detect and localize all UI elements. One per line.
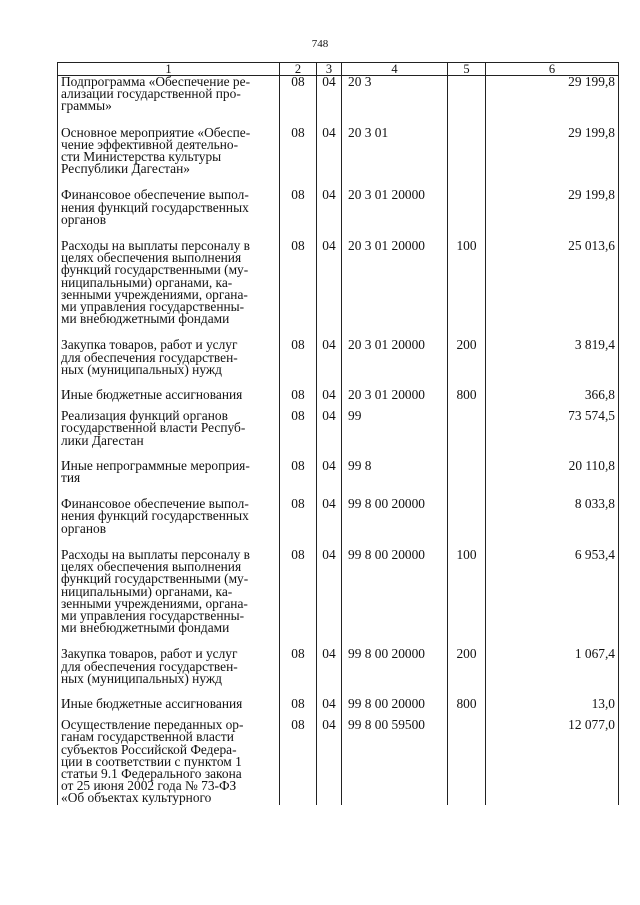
row-name-line: для обеспечения государствен-: [61, 658, 238, 674]
row-section: 08: [280, 339, 317, 376]
row-subsection: 04: [317, 389, 342, 401]
row-name-line: Республики Дагестан»: [61, 161, 190, 177]
row-subsection: 04: [317, 410, 342, 447]
row-subsection: 04: [317, 498, 342, 535]
row-name-line: Основное мероприятие «Обеспе-: [61, 124, 251, 140]
row-name-line: ниципальными) органами, ка-: [61, 583, 233, 599]
table-row: [58, 189, 619, 226]
row-name-line: «Об объектах культурного: [61, 790, 212, 806]
row-target-article: 99 8: [342, 460, 448, 484]
row-name-line: Иные бюджетные ассигнования: [61, 695, 243, 711]
row-name-line: тия: [61, 470, 81, 486]
row-amount: 6 953,4: [486, 549, 619, 634]
row-expense-type: 200: [448, 648, 486, 685]
table-row: [58, 389, 619, 401]
row-target-article: 20 3 01 20000: [342, 189, 448, 226]
table-row: [58, 648, 619, 685]
row-name-line: для обеспечения государствен-: [61, 349, 238, 365]
row-target-article: 20 3 01 20000: [342, 240, 448, 325]
row-target-article: 99: [342, 410, 448, 447]
row-name-line: нения функций государственных: [61, 508, 249, 524]
table-row: [58, 240, 619, 325]
column-header-3: 3: [317, 63, 342, 76]
row-name-line: ми управления государственны-: [61, 299, 245, 315]
row-name-line: Закупка товаров, работ и услуг: [61, 337, 238, 353]
row-expense-type: [448, 127, 486, 176]
row-name: [58, 457, 280, 486]
row-amount: 3 819,4: [486, 339, 619, 376]
column-header-1: 1: [58, 63, 280, 76]
row-subsection: 04: [317, 240, 342, 325]
spacer-cell: [448, 447, 486, 460]
spacer-cell: [448, 175, 486, 189]
row-section: 08: [280, 549, 317, 634]
column-header-5: 5: [448, 63, 486, 76]
row-amount: 25 013,6: [486, 240, 619, 325]
row-target-article: 99 8 00 20000: [342, 698, 448, 710]
row-name: [58, 498, 280, 535]
row-expense-type: [448, 76, 486, 113]
row-name: [58, 240, 280, 325]
table-row: [58, 460, 619, 484]
row-name-line: органов: [61, 211, 107, 227]
spacer-cell: [448, 484, 486, 498]
row-section: 08: [280, 498, 317, 535]
row-section: 08: [280, 719, 317, 804]
row-name-line: сти Министерства культуры: [61, 149, 222, 165]
row-amount: 366,8: [486, 389, 619, 401]
row-name: [58, 410, 280, 447]
spacer-cell: [448, 710, 486, 719]
row-name-line: субъектов Российской Федера-: [61, 741, 237, 757]
row-expense-type: [448, 719, 486, 804]
row-expense-type: 800: [448, 389, 486, 401]
row-name-line: зенными учреждениями, органа-: [61, 595, 248, 611]
row-subsection: 04: [317, 719, 342, 804]
row-name-line: Осуществление переданных ор-: [61, 717, 244, 733]
row-amount: 73 574,5: [486, 410, 619, 447]
row-name-line: граммы»: [61, 98, 112, 114]
row-section: 08: [280, 76, 317, 113]
row-name-line: Расходы на выплаты персоналу в: [61, 238, 250, 254]
row-section: 08: [280, 189, 317, 226]
row-target-article: 99 8 00 20000: [342, 648, 448, 685]
row-section: 08: [280, 240, 317, 325]
row-amount: 29 199,8: [486, 189, 619, 226]
spacer-cell: [448, 113, 486, 127]
row-target-article: 20 3: [342, 76, 448, 113]
row-target-article: 20 3 01 20000: [342, 389, 448, 401]
row-amount: 12 077,0: [486, 719, 619, 804]
table-row: [58, 339, 619, 376]
row-section: 08: [280, 648, 317, 685]
row-subsection: 04: [317, 339, 342, 376]
row-amount: 29 199,8: [486, 127, 619, 176]
row-name-line: Реализация функций органов: [61, 408, 228, 424]
row-subsection: 04: [317, 189, 342, 226]
row-subsection: 04: [317, 127, 342, 176]
row-section: 08: [280, 410, 317, 447]
budget-table: [57, 62, 619, 805]
row-name: [58, 546, 280, 636]
row-name-line: чение эффективной деятельно-: [61, 136, 239, 152]
row-name-line: Расходы на выплаты персоналу в: [61, 546, 250, 562]
row-name-line: функций государственными (му-: [61, 571, 249, 587]
row-name-line: ганам государственной власти: [61, 729, 234, 745]
row-expense-type: [448, 460, 486, 484]
row-name-line: Финансовое обеспечение выпол-: [61, 187, 249, 203]
row-name: [58, 189, 280, 226]
column-header-2: 2: [280, 63, 317, 76]
table-row: [58, 698, 619, 710]
row-name: [58, 76, 280, 113]
row-expense-type: 100: [448, 240, 486, 325]
row-amount: 1 067,4: [486, 648, 619, 685]
row-name-line: органов: [61, 520, 107, 536]
row-name-line: Иные непрограммные мероприя-: [61, 457, 250, 473]
table-row: [58, 76, 619, 113]
row-subsection: 04: [317, 76, 342, 113]
row-target-article: 99 8 00 20000: [342, 549, 448, 634]
column-header-6: 6: [486, 63, 619, 76]
row-name-line: нения функций государственных: [61, 199, 249, 215]
row-target-article: 99 8 00 20000: [342, 498, 448, 535]
row-name-line: лики Дагестан: [61, 432, 144, 448]
row-expense-type: 100: [448, 549, 486, 634]
row-name-line: от 25 июня 2002 года № 73-ФЗ: [61, 778, 237, 794]
row-name-line: государственной власти Респуб-: [61, 420, 246, 436]
table-row: [58, 549, 619, 634]
row-name-line: ных (муниципальных) нужд: [61, 361, 222, 377]
row-target-article: 20 3 01: [342, 127, 448, 176]
row-name-line: Закупка товаров, работ и услуг: [61, 646, 238, 662]
row-expense-type: 800: [448, 698, 486, 710]
row-name-line: статьи 9.1 Федерального закона: [61, 765, 242, 781]
row-name-line: ми управления государственны-: [61, 607, 245, 623]
row-name-line: ниципальными) органами, ка-: [61, 274, 233, 290]
table-body: [58, 76, 619, 805]
row-expense-type: 200: [448, 339, 486, 376]
row-name: [58, 124, 280, 177]
row-expense-type: [448, 410, 486, 447]
row-name-line: Подпрограмма «Обеспечение ре-: [61, 74, 251, 89]
row-subsection: 04: [317, 460, 342, 484]
row-subsection: 04: [317, 648, 342, 685]
row-amount: 29 199,8: [486, 76, 619, 113]
row-target-article: 20 3 01 20000: [342, 339, 448, 376]
row-expense-type: [448, 498, 486, 535]
row-expense-type: [448, 189, 486, 226]
row-target-article: 99 8 00 59500: [342, 719, 448, 804]
row-name: [58, 695, 280, 711]
row-section: 08: [280, 460, 317, 484]
row-name-line: ализации государственной про-: [61, 86, 241, 102]
row-subsection: 04: [317, 698, 342, 710]
row-name: [58, 648, 280, 685]
row-section: 08: [280, 698, 317, 710]
row-subsection: 04: [317, 549, 342, 634]
row-name: [58, 719, 280, 804]
row-amount: 13,0: [486, 698, 619, 710]
row-amount: 8 033,8: [486, 498, 619, 535]
row-name-line: Иные бюджетные ассигнования: [61, 387, 243, 403]
table-row: [58, 410, 619, 447]
row-name-line: ми внебюджетными фондами: [61, 311, 230, 327]
table-row: [58, 127, 619, 176]
table-row: [58, 719, 619, 804]
table-row: [58, 498, 619, 535]
row-name-line: целях обеспечения выполнения: [61, 559, 242, 575]
row-name-line: зенными учреждениями, органа-: [61, 286, 248, 302]
row-name: [58, 389, 280, 401]
row-name-line: ми внебюджетными фондами: [61, 620, 230, 636]
row-section: 08: [280, 127, 317, 176]
row-name-line: функций государственными (му-: [61, 262, 249, 278]
column-header-4: 4: [342, 63, 448, 76]
row-name: [58, 339, 280, 376]
row-section: 08: [280, 389, 317, 401]
row-name-line: ции в соответствии с пунктом 1: [61, 753, 242, 769]
row-name-line: Финансовое обеспечение выпол-: [61, 496, 249, 512]
page-number: 748: [311, 38, 329, 50]
row-name-line: целях обеспечения выполнения: [61, 250, 242, 266]
row-amount: 20 110,8: [486, 460, 619, 484]
spacer-cell: [448, 401, 486, 410]
row-name-line: ных (муниципальных) нужд: [61, 670, 222, 686]
